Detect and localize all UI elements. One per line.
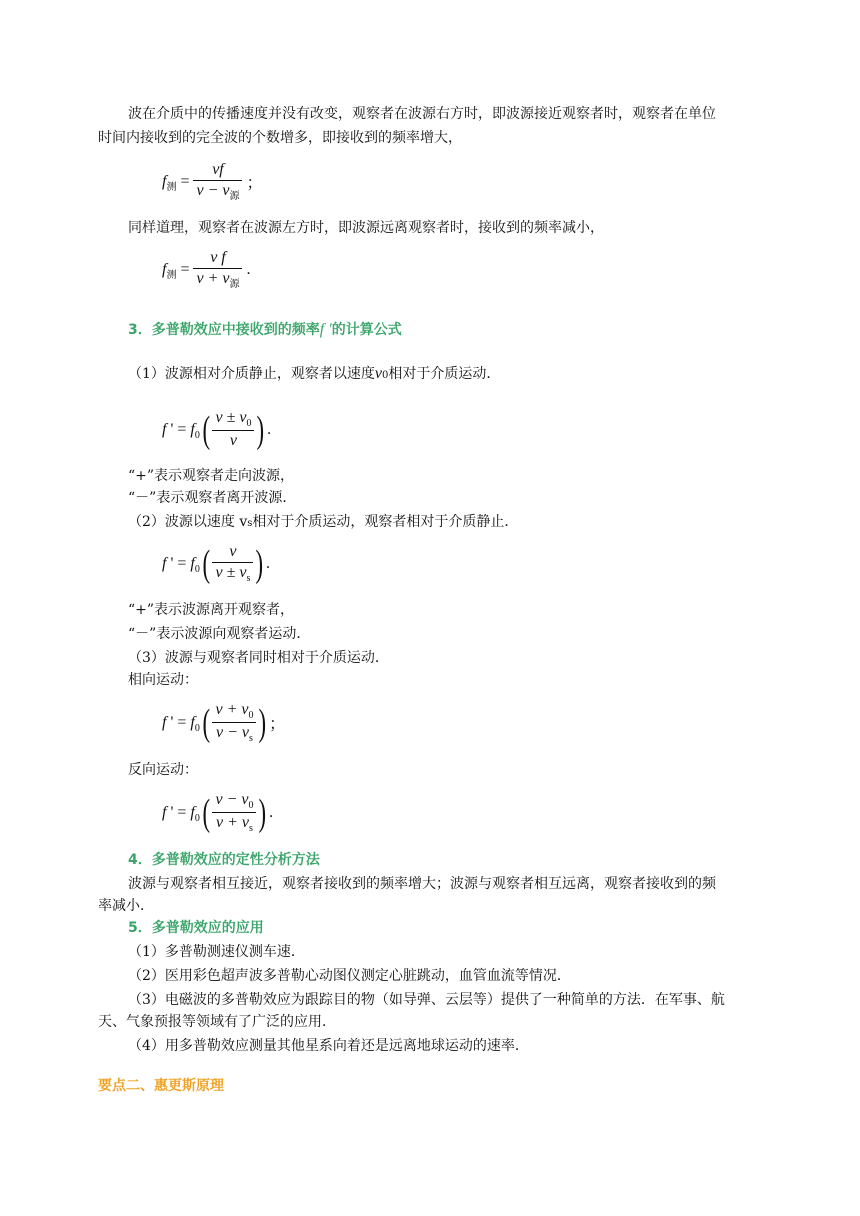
intro-line-2: 时间内接收到的完全波的个数增多，即接收到的频率增大， — [98, 130, 462, 146]
section-4-line-2: 率减小． — [98, 898, 154, 914]
toward-label: 相向运动： — [128, 672, 198, 688]
formula-away: f ' = $f_0$( $\frac{v - v_0}{v + v_s}$ ) . — [162, 791, 274, 834]
formula-source-moving: f ' = $f_0$( $\frac{v}{v \pm v_s}$ ) . — [162, 542, 271, 585]
minus-note-2: “－”表示波源向观察者运动． — [128, 626, 311, 642]
section-5-heading: 5．多普勒效应的应用 — [128, 920, 264, 936]
app-item-4: （4）用多普勒效应测量其他星系向着还是远离地球运动的速率． — [128, 1038, 529, 1054]
plus-note-1: “+”表示观察者走向波源， — [128, 468, 295, 484]
formula-observer-moving: f ' = $f_0$( $\frac{v \pm v_0}{v}$ ) . — [162, 408, 272, 451]
key-point-2-heading: 要点二、惠更斯原理 — [98, 1078, 224, 1094]
intro-line-3: 同样道理，观察者在波源左方时，即波源远离观察者时，接收到的频率减小， — [128, 220, 604, 236]
section-4-heading: 4．多普勒效应的定性分析方法 — [128, 852, 320, 868]
formula-toward: f ' = $f_0$( $\frac{v + v_0}{v - v_s}$ ) ； — [162, 701, 286, 744]
formula-f-approach: $f_测$ = $\frac{vf}{v - v_源}$ ； — [162, 161, 263, 202]
app-item-3-cont: 天、气象预报等领域有了广泛的应用． — [98, 1014, 336, 1030]
away-label: 反向运动： — [128, 762, 198, 778]
case-3-text: （3）波源与观察者同时相对于介质运动． — [128, 650, 389, 666]
section-4-line-1: 波源与观察者相互接近，观察者接收到的频率增大；波源与观察者相互远离，观察者接收到的频 — [128, 876, 716, 892]
case-2-text: （2）波源以速度 vs相对于介质运动，观察者相对于介质静止． — [128, 514, 519, 530]
app-item-3: （3）电磁波的多普勒效应为跟踪目的物（如导弹、云层等）提供了一种简单的方法．在军事、航 — [128, 992, 725, 1008]
minus-note-1: “－”表示观察者离开波源． — [128, 490, 297, 506]
section-3-heading: 3．多普勒效应中接收到的频率f ′的计算公式 — [128, 321, 402, 338]
formula-f-recede: $f_测$ = $\frac{\text{v f}}{v + v_源}$ . — [162, 249, 251, 290]
app-item-1: （1）多普勒测速仪测车速． — [128, 944, 305, 960]
app-item-2: （2）医用彩色超声波多普勒心动图仪测定心脏跳动，血管血流等情况． — [128, 968, 571, 984]
plus-note-2: “+”表示波源离开观察者， — [128, 602, 295, 618]
case-1-text: （1）波源相对介质静止，观察者以速度v0相对于介质运动． — [128, 365, 501, 382]
intro-line-1: 波在介质中的传播速度并没有改变，观察者在波源右方时，即波源接近观察者时，观察者在单位 — [128, 106, 716, 122]
